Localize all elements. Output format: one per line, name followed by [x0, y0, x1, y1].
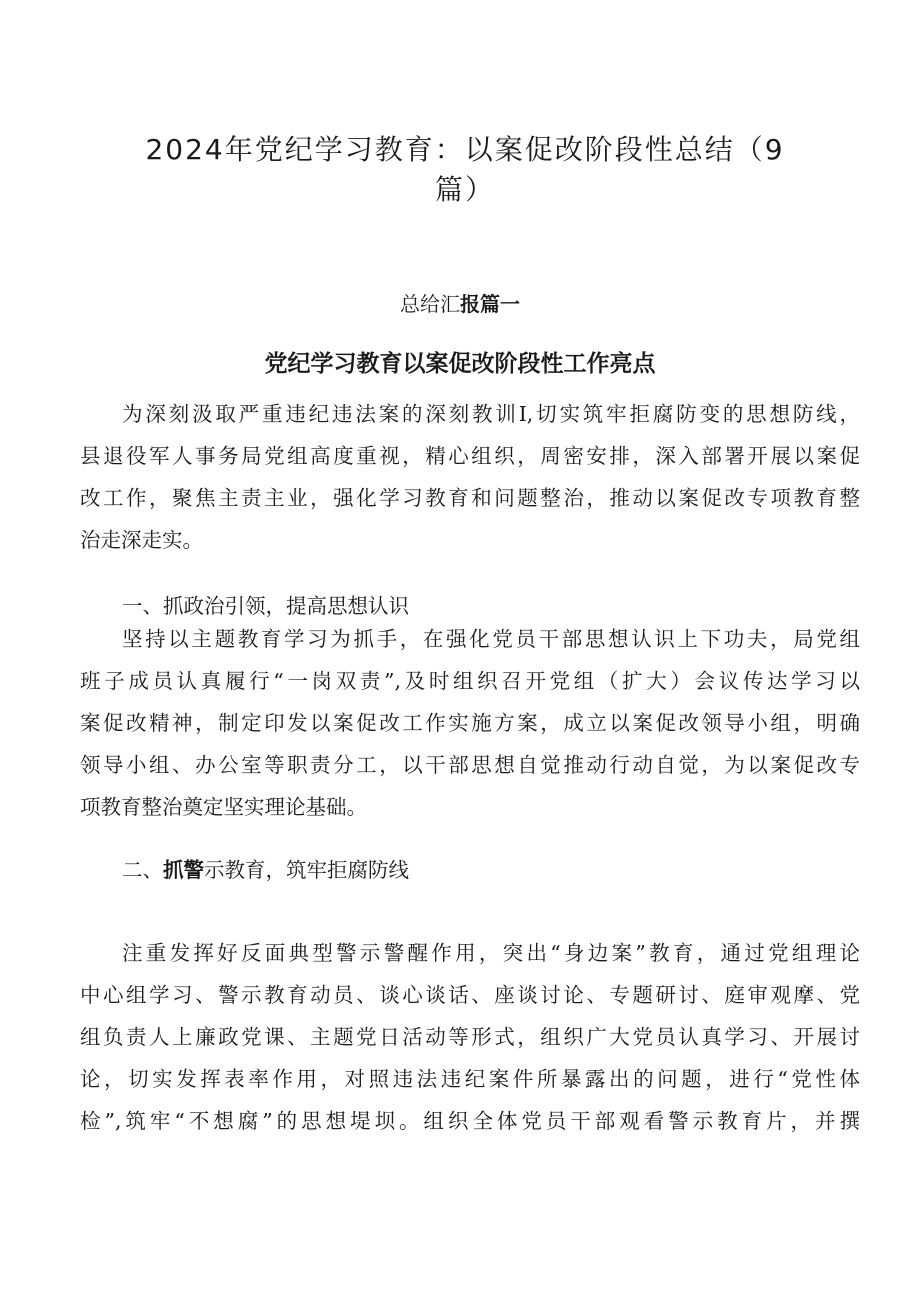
section-title-2-bold: 抓警 — [163, 858, 204, 882]
paragraph-line: 领导小组、办公室等职责分工，以干部思想自觉推动行动自觉，为以案促改专 — [80, 753, 860, 777]
paragraph-warning-education — [80, 932, 860, 1142]
paragraph-line: 论，切实发挥表率作用，对照违法违纪案件所暴露出的问题，进行“党性体 — [80, 1067, 860, 1091]
paragraph-line: 为深刻汲取严重违纪违法案的深刻教训I,切实筑牢拒腐防变的思想防线， — [122, 402, 860, 426]
section-heading: 党纪学习教育以案促改阶段性工作亮点 — [264, 351, 656, 377]
section-title-2-prefix: 二、 — [122, 858, 163, 882]
paragraph-line: 项教育整治奠定坚实理论基础。 — [80, 795, 367, 819]
paragraph-line: 治走深走实。 — [80, 528, 203, 552]
paragraph-intro — [80, 393, 860, 561]
document-title-line-2: 篇） — [434, 173, 495, 206]
document-subtitle — [0, 288, 920, 317]
document-title-line-1: 2024年党纪学习教育：以案促改阶段性总结（9 — [145, 133, 785, 166]
section-title-2-rest: 示教育，筑牢拒腐防线 — [204, 858, 409, 882]
subtitle-bold: 报篇一 — [460, 292, 520, 316]
paragraph-line: 检”,筑牢“不想腐”的思想堤坝。组织全体党员干部观看警示教育片，并撰 — [80, 1109, 860, 1133]
paragraph-line: 案促改精神，制定印发以案促改工作实施方案，成立以案促改领导小组，明确 — [80, 711, 860, 735]
paragraph-line: 注重发挥好反面典型警示警醒作用，突出“身边案”教育，通过党组理论 — [122, 941, 860, 965]
paragraph-line: 中心组学习、警示教育动员、谈心谈话、座谈讨论、专题研讨、庭审观摩、党 — [80, 983, 860, 1007]
paragraph-line: 组负责人上廉政党课、主题党日活动等形式，组织广大党员认真学习、开展讨 — [80, 1025, 860, 1049]
section-title-2 — [122, 849, 409, 891]
paragraph-line: 班子成员认真履行“一岗双责”,及时组织召开党组（扩大）会议传达学习以 — [80, 669, 860, 693]
paragraph-line: 坚持以主题教育学习为抓手，在强化党员干部思想认识上下功夫，局党组 — [122, 627, 860, 651]
paragraph-line: 县退役军人事务局党组高度重视，精心组织，周密安排，深入部署开展以案促 — [80, 444, 860, 468]
paragraph-line: 改工作，聚焦主责主业，强化学习教育和问题整治，推动以案促改专项教育整 — [80, 486, 860, 510]
subtitle-plain: 总给汇 — [400, 292, 460, 316]
section-title-1: 一、抓政治引领，提高思想认识 — [122, 594, 409, 618]
paragraph-political-guidance — [80, 618, 860, 828]
